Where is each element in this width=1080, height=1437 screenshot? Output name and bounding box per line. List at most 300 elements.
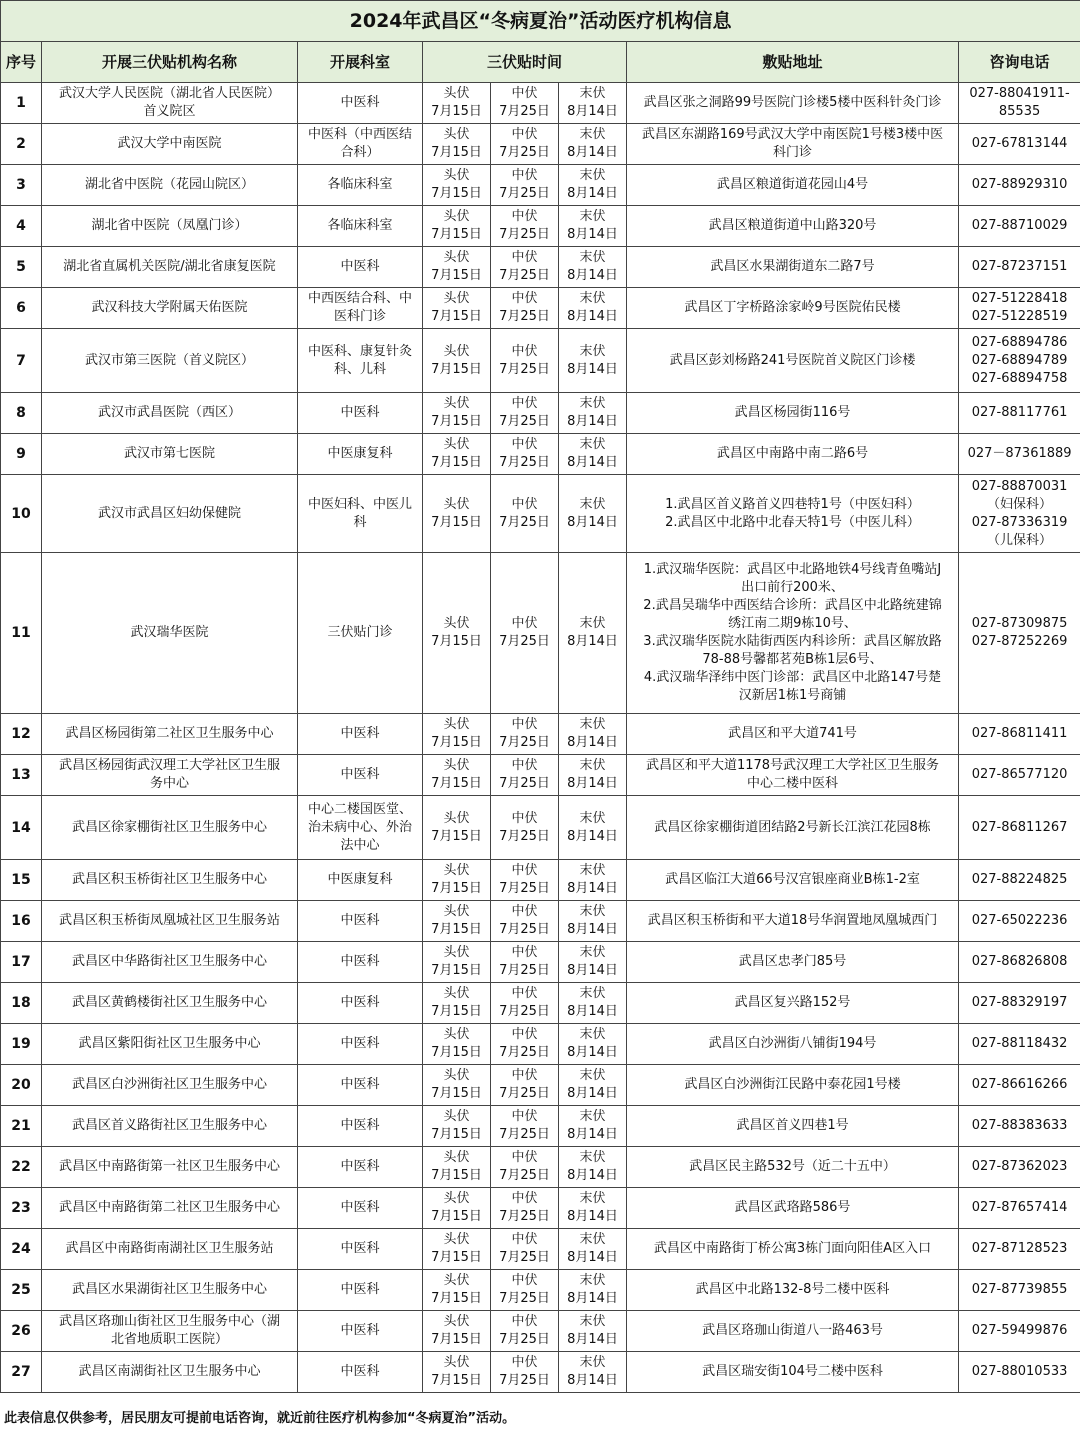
table-row xyxy=(1,247,1080,288)
department xyxy=(298,942,423,983)
table-row xyxy=(1,393,1080,434)
department xyxy=(298,1311,423,1352)
phase-label: 中伏 xyxy=(511,168,538,183)
phase-label: 头伏 xyxy=(443,616,470,631)
address xyxy=(627,1311,959,1352)
phase-date: 8月14日 xyxy=(567,1004,618,1019)
phase-label: 中伏 xyxy=(511,496,538,512)
department-line: 中医科 xyxy=(340,259,380,274)
phase-cell xyxy=(423,901,491,942)
phase-cell xyxy=(491,1270,559,1311)
department xyxy=(298,475,423,553)
phone xyxy=(959,1065,1080,1106)
phase-cell xyxy=(559,714,627,755)
phase-cell xyxy=(423,755,491,796)
phase-cell xyxy=(491,1311,559,1352)
address xyxy=(627,206,959,247)
department-line: 科 xyxy=(353,514,367,530)
phase-date: 7月15日 xyxy=(431,268,482,283)
phase-cell xyxy=(423,553,491,714)
phase-cell xyxy=(559,124,627,165)
department xyxy=(298,247,423,288)
table-row xyxy=(1,206,1080,247)
phase-date: 7月25日 xyxy=(499,1291,550,1306)
phase-cell xyxy=(423,475,491,553)
phone-line: 027-51228418 xyxy=(971,291,1068,306)
phone xyxy=(959,714,1080,755)
phase-cell xyxy=(423,1229,491,1270)
phase-date: 7月15日 xyxy=(431,309,482,324)
phase-date: 7月25日 xyxy=(499,227,550,242)
phase-cell xyxy=(423,329,491,393)
row-number: 20 xyxy=(1,1065,42,1106)
phase-label: 头伏 xyxy=(443,1150,470,1165)
phase-cell xyxy=(491,901,559,942)
table-row xyxy=(1,1188,1080,1229)
phase-date: 7月25日 xyxy=(499,414,550,429)
phase-label: 头伏 xyxy=(443,1027,470,1042)
address xyxy=(627,288,959,329)
address xyxy=(627,1270,959,1311)
institution-name-line: 武汉市武昌医院（西区） xyxy=(97,405,241,420)
phase-date: 8月14日 xyxy=(567,361,618,377)
phase-label: 中伏 xyxy=(511,1314,538,1329)
address-line: 武昌区粮道街道花园山4号 xyxy=(716,177,869,192)
phase-date: 7月25日 xyxy=(499,514,550,530)
address-line: 3.武汉瑞华医院水陆街西医内科诊所：武昌区解放路 xyxy=(643,634,942,649)
address-line: 武昌区珞珈山街道八一路463号 xyxy=(702,1323,883,1338)
phone-line: 027－87361889 xyxy=(967,446,1072,461)
phase-label: 末伏 xyxy=(579,904,606,919)
address-line: 武昌区瑞安街104号二楼中医科 xyxy=(702,1364,883,1379)
address xyxy=(627,124,959,165)
institution-name xyxy=(42,206,298,247)
phone xyxy=(959,901,1080,942)
table-row xyxy=(1,1106,1080,1147)
phase-label: 末伏 xyxy=(579,1355,606,1370)
row-number: 22 xyxy=(1,1147,42,1188)
phase-date: 7月15日 xyxy=(431,776,482,791)
phase-cell xyxy=(491,1229,559,1270)
phase-label: 末伏 xyxy=(579,127,606,142)
phase-date: 7月15日 xyxy=(431,227,482,242)
institution-name-line: 武昌区白沙洲街社区卫生服务中心 xyxy=(71,1077,267,1092)
institution-name-line: 武昌区中南路街南湖社区卫生服务站 xyxy=(65,1241,274,1256)
phase-label: 中伏 xyxy=(511,863,538,878)
institution-name-line: 武汉大学中南医院 xyxy=(117,136,222,151)
phase-cell xyxy=(559,1024,627,1065)
table-title: 2024年武昌区“冬病夏治”活动医疗机构信息 xyxy=(1,1,1080,42)
phase-date: 7月15日 xyxy=(431,1332,482,1347)
phone-line: 027-67813144 xyxy=(971,136,1068,151)
phase-cell xyxy=(559,1352,627,1393)
address xyxy=(627,1147,959,1188)
phase-date: 8月14日 xyxy=(567,414,618,429)
institution-name-line: 武昌区中华路街社区卫生服务中心 xyxy=(71,954,267,969)
phase-date: 7月15日 xyxy=(431,1086,482,1101)
department-line: 中医科 xyxy=(340,1282,380,1297)
row-number: 27 xyxy=(1,1352,42,1393)
phase-date: 8月14日 xyxy=(567,735,618,750)
phase-cell xyxy=(491,124,559,165)
header-address: 敷贴地址 xyxy=(627,42,959,83)
institution-name-line: 武昌区徐家棚街社区卫生服务中心 xyxy=(71,819,267,835)
phase-cell xyxy=(423,124,491,165)
row-number: 2 xyxy=(1,124,42,165)
phase-cell xyxy=(559,553,627,714)
institution-name xyxy=(42,901,298,942)
phone-line: 027-88010533 xyxy=(971,1364,1068,1379)
phone xyxy=(959,1188,1080,1229)
phase-date: 7月25日 xyxy=(499,104,550,119)
department-line: 医科门诊 xyxy=(333,309,386,324)
phase-cell xyxy=(559,942,627,983)
address-line: 科门诊 xyxy=(772,145,812,160)
phase-label: 末伏 xyxy=(579,758,606,773)
phase-date: 7月15日 xyxy=(431,634,482,649)
row-number: 21 xyxy=(1,1106,42,1147)
phase-label: 头伏 xyxy=(443,1314,470,1329)
phase-date: 7月25日 xyxy=(499,1086,550,1101)
phase-cell xyxy=(559,1229,627,1270)
phase-date: 8月14日 xyxy=(567,1045,618,1060)
phase-label: 头伏 xyxy=(443,1355,470,1370)
phase-date: 7月25日 xyxy=(499,1209,550,1224)
row-number: 16 xyxy=(1,901,42,942)
phase-cell xyxy=(491,1352,559,1393)
address-line: 出口前行200米、 xyxy=(741,580,844,595)
institution-name-line: 武昌区珞珈山街社区卫生服务中心（湖 xyxy=(58,1314,280,1329)
phase-label: 中伏 xyxy=(511,717,538,732)
phase-date: 8月14日 xyxy=(567,1086,618,1101)
phase-cell xyxy=(423,165,491,206)
address-line: 武昌区徐家棚街道团结路2号新长江滨江花园8栋 xyxy=(654,819,931,835)
header-phone: 咨询电话 xyxy=(959,42,1080,83)
phase-cell xyxy=(423,860,491,901)
department xyxy=(298,329,423,393)
phase-cell xyxy=(491,1188,559,1229)
phase-label: 中伏 xyxy=(511,758,538,773)
address-line: 武昌区杨园街116号 xyxy=(734,405,851,420)
department xyxy=(298,1229,423,1270)
header-name: 开展三伏贴机构名称 xyxy=(42,42,298,83)
department xyxy=(298,393,423,434)
phase-label: 头伏 xyxy=(443,86,470,101)
phase-label: 末伏 xyxy=(579,209,606,224)
department xyxy=(298,1188,423,1229)
department-line: 中医康复科 xyxy=(327,872,393,887)
institution-name xyxy=(42,1311,298,1352)
table-row xyxy=(1,1147,1080,1188)
address xyxy=(627,1229,959,1270)
phone-line: 027-86826808 xyxy=(971,954,1068,969)
phase-date: 8月14日 xyxy=(567,227,618,242)
institution-name-line: 武昌区杨园街第二社区卫生服务中心 xyxy=(65,726,274,741)
row-number: 6 xyxy=(1,288,42,329)
address-line: 4.武汉瑞华泽纬中医门诊部：武昌区中北路147号楚 xyxy=(643,670,942,685)
phone xyxy=(959,206,1080,247)
phase-label: 头伏 xyxy=(443,127,470,142)
phone xyxy=(959,860,1080,901)
phase-cell xyxy=(491,714,559,755)
phone-line: 027-88041911- xyxy=(969,86,1070,101)
phone xyxy=(959,942,1080,983)
department xyxy=(298,83,423,124)
row-number: 18 xyxy=(1,983,42,1024)
department-line: 科、儿科 xyxy=(333,361,386,377)
phase-date: 8月14日 xyxy=(567,1373,618,1388)
phase-label: 中伏 xyxy=(511,986,538,1001)
phase-cell xyxy=(423,83,491,124)
phone-line: 027-88224825 xyxy=(971,872,1068,887)
phone-line: 027-68894758 xyxy=(971,370,1068,386)
phase-cell xyxy=(559,796,627,860)
row-number: 12 xyxy=(1,714,42,755)
phase-date: 7月25日 xyxy=(499,1004,550,1019)
department-line: 中医康复科 xyxy=(327,446,393,461)
department-line: 中医科 xyxy=(340,1036,380,1051)
phase-cell xyxy=(559,983,627,1024)
phase-date: 7月15日 xyxy=(431,455,482,470)
institution-name xyxy=(42,475,298,553)
department xyxy=(298,796,423,860)
phase-cell xyxy=(559,1311,627,1352)
phase-date: 7月15日 xyxy=(431,1209,482,1224)
phase-label: 头伏 xyxy=(443,209,470,224)
address-line: 武昌区武珞路586号 xyxy=(734,1200,851,1215)
phase-date: 7月25日 xyxy=(499,309,550,324)
phone-line: （妇保科） xyxy=(987,496,1053,512)
phase-cell xyxy=(423,942,491,983)
address-line: 武昌区中南路中南二路6号 xyxy=(716,446,869,461)
phone-line: 027-68894786 xyxy=(971,334,1068,350)
phone xyxy=(959,1024,1080,1065)
phase-date: 7月15日 xyxy=(431,1168,482,1183)
phase-label: 头伏 xyxy=(443,863,470,878)
phase-cell xyxy=(559,475,627,553)
phase-cell xyxy=(423,393,491,434)
department xyxy=(298,1270,423,1311)
table-row xyxy=(1,434,1080,475)
phase-label: 头伏 xyxy=(443,717,470,732)
phase-date: 8月14日 xyxy=(567,514,618,530)
phone-line: 027-86811411 xyxy=(971,726,1068,741)
phase-date: 7月25日 xyxy=(499,1168,550,1183)
address-line: 武昌区复兴路152号 xyxy=(734,995,851,1010)
phase-date: 7月25日 xyxy=(499,1250,550,1265)
address xyxy=(627,860,959,901)
phase-date: 8月14日 xyxy=(567,104,618,119)
phase-label: 中伏 xyxy=(511,291,538,306)
department xyxy=(298,714,423,755)
phase-label: 末伏 xyxy=(579,986,606,1001)
institution-name xyxy=(42,1352,298,1393)
phase-cell xyxy=(491,83,559,124)
institution-name xyxy=(42,247,298,288)
phone-line: 027-87252269 xyxy=(971,634,1068,649)
phase-date: 8月14日 xyxy=(567,1332,618,1347)
institution-name-line: 武昌区紫阳街社区卫生服务中心 xyxy=(78,1036,261,1051)
phase-cell xyxy=(423,1147,491,1188)
table-row xyxy=(1,901,1080,942)
institution-name xyxy=(42,165,298,206)
phase-cell xyxy=(559,860,627,901)
phase-date: 7月15日 xyxy=(431,186,482,201)
address xyxy=(627,1106,959,1147)
table-row xyxy=(1,553,1080,714)
phone-line: 85535 xyxy=(998,104,1041,119)
phone-line: 027-88710029 xyxy=(971,218,1068,233)
address xyxy=(627,901,959,942)
phase-cell xyxy=(491,942,559,983)
phone-line: 027-87336319 xyxy=(971,514,1068,530)
phase-cell xyxy=(423,796,491,860)
phase-label: 头伏 xyxy=(443,810,470,826)
institution-name-line: 武昌区积玉桥街社区卫生服务中心 xyxy=(71,872,267,887)
address-line: 汉新居1栋1号商铺 xyxy=(738,688,847,703)
address-line: 2.武昌区中北路中北春天特1号（中医儿科） xyxy=(665,514,920,530)
institution-name-line: 武昌区中南路街第一社区卫生服务中心 xyxy=(58,1159,280,1174)
header-time: 三伏贴时间 xyxy=(423,42,627,83)
phase-date: 8月14日 xyxy=(567,881,618,896)
phase-label: 头伏 xyxy=(443,1191,470,1206)
phase-cell xyxy=(491,755,559,796)
phase-date: 8月14日 xyxy=(567,1250,618,1265)
department xyxy=(298,1106,423,1147)
table-row xyxy=(1,1270,1080,1311)
phase-date: 7月25日 xyxy=(499,776,550,791)
phase-label: 中伏 xyxy=(511,437,538,452)
institution-name xyxy=(42,124,298,165)
department-line: 各临床科室 xyxy=(327,218,393,233)
header-dept: 开展科室 xyxy=(298,42,423,83)
phase-label: 中伏 xyxy=(511,1191,538,1206)
row-number: 24 xyxy=(1,1229,42,1270)
phone xyxy=(959,165,1080,206)
phone-line: 027-88870031 xyxy=(971,478,1068,494)
institution-name-line: 首义院区 xyxy=(143,104,196,119)
table-row xyxy=(1,1352,1080,1393)
phase-label: 末伏 xyxy=(579,86,606,101)
phase-label: 中伏 xyxy=(511,1150,538,1165)
phone xyxy=(959,393,1080,434)
department xyxy=(298,553,423,714)
phase-cell xyxy=(491,434,559,475)
phase-label: 末伏 xyxy=(579,717,606,732)
row-number: 4 xyxy=(1,206,42,247)
department xyxy=(298,1065,423,1106)
phase-label: 末伏 xyxy=(579,1314,606,1329)
phone-line: 027-88118432 xyxy=(971,1036,1068,1051)
phase-label: 头伏 xyxy=(443,1109,470,1124)
header-row xyxy=(1,42,1080,83)
phase-date: 7月15日 xyxy=(431,735,482,750)
table-row xyxy=(1,475,1080,553)
institution-name-line: 湖北省中医院（花园山院区） xyxy=(84,177,254,192)
phase-label: 末伏 xyxy=(579,810,606,826)
phase-date: 7月25日 xyxy=(499,1045,550,1060)
department-line: 中医科 xyxy=(340,1364,380,1379)
phase-cell xyxy=(491,329,559,393)
institution-name xyxy=(42,1024,298,1065)
phase-cell xyxy=(491,983,559,1024)
phase-label: 头伏 xyxy=(443,496,470,512)
phone-line: 027-51228519 xyxy=(971,309,1068,324)
phase-label: 末伏 xyxy=(579,1027,606,1042)
address xyxy=(627,1065,959,1106)
address-line: 武昌区和平大道1178号武汉理工大学社区卫生服务 xyxy=(645,758,940,773)
phase-date: 7月15日 xyxy=(431,963,482,978)
institution-name xyxy=(42,755,298,796)
institution-name xyxy=(42,553,298,714)
row-number: 19 xyxy=(1,1024,42,1065)
row-number: 13 xyxy=(1,755,42,796)
phone-line: 027-86616266 xyxy=(971,1077,1068,1092)
address xyxy=(627,83,959,124)
phase-date: 8月14日 xyxy=(567,922,618,937)
phase-cell xyxy=(559,1065,627,1106)
phase-label: 头伏 xyxy=(443,1232,470,1247)
phase-cell xyxy=(491,860,559,901)
institution-name xyxy=(42,1188,298,1229)
phase-label: 头伏 xyxy=(443,758,470,773)
phone-line: 027-88929310 xyxy=(971,177,1068,192)
phase-label: 头伏 xyxy=(443,437,470,452)
phase-label: 中伏 xyxy=(511,1232,538,1247)
phone-line: 027-87237151 xyxy=(971,259,1068,274)
institution-name-line: 武昌区积玉桥街凤凰城社区卫生服务站 xyxy=(58,913,280,928)
phase-cell xyxy=(491,1147,559,1188)
phase-date: 7月25日 xyxy=(499,881,550,896)
address xyxy=(627,553,959,714)
phone xyxy=(959,83,1080,124)
phase-cell xyxy=(423,434,491,475)
header-seq: 序号 xyxy=(1,42,42,83)
phase-cell xyxy=(423,288,491,329)
phone xyxy=(959,755,1080,796)
phase-cell xyxy=(559,83,627,124)
department-line: 中医科 xyxy=(340,405,380,420)
phase-date: 7月15日 xyxy=(431,1045,482,1060)
phase-date: 7月15日 xyxy=(431,1291,482,1306)
phase-label: 末伏 xyxy=(579,945,606,960)
address-line: 武昌区临江大道66号汉宫银座商业B栋1-2室 xyxy=(665,872,920,887)
phase-label: 末伏 xyxy=(579,1191,606,1206)
row-number: 1 xyxy=(1,83,42,124)
department-line: 治未病中心、外治 xyxy=(307,819,412,835)
table-row xyxy=(1,983,1080,1024)
phase-cell xyxy=(559,1147,627,1188)
phase-cell xyxy=(559,247,627,288)
address-line: 武昌区民主路532号（近二十五中） xyxy=(689,1159,896,1174)
phase-date: 7月15日 xyxy=(431,1004,482,1019)
phone xyxy=(959,475,1080,553)
table-row xyxy=(1,83,1080,124)
address-line: 武昌区粮道街道中山路320号 xyxy=(708,218,877,233)
table-row xyxy=(1,124,1080,165)
table-row xyxy=(1,796,1080,860)
department xyxy=(298,434,423,475)
phase-cell xyxy=(423,247,491,288)
department-line: 中西医结合科、中 xyxy=(307,291,412,306)
phase-label: 末伏 xyxy=(579,168,606,183)
department-line: 中医科、康复针灸 xyxy=(307,343,412,359)
phase-date: 7月25日 xyxy=(499,634,550,649)
phase-label: 中伏 xyxy=(511,1109,538,1124)
department xyxy=(298,1352,423,1393)
institution-name xyxy=(42,1229,298,1270)
table-body xyxy=(1,83,1080,1393)
